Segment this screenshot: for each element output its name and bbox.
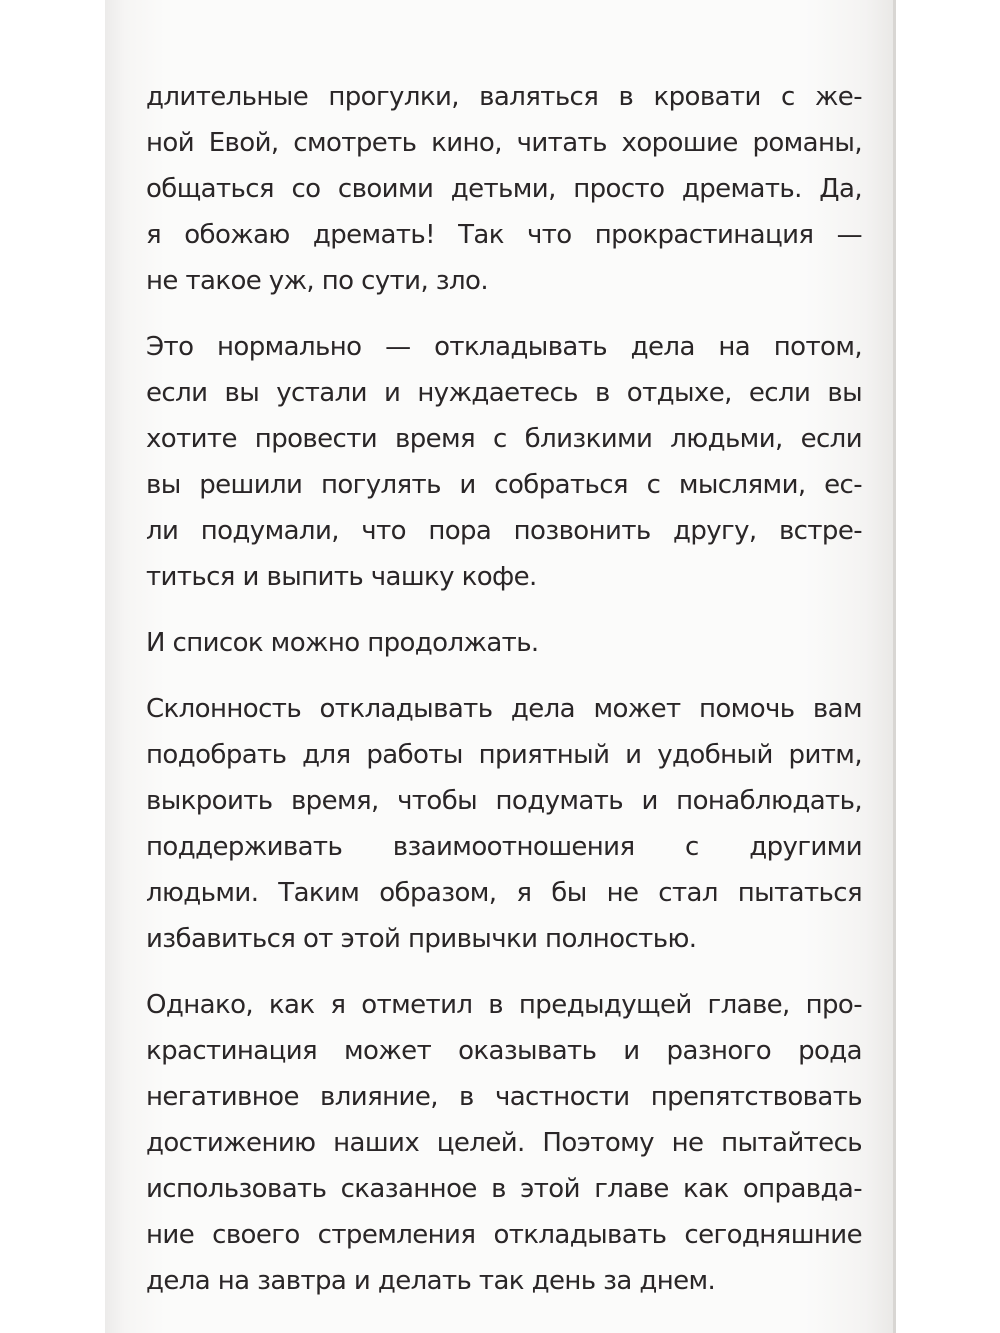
text-line: крастинация может оказывать и разного рода (146, 1036, 862, 1066)
text-line: вы решили погулять и собраться с мыслями, ес- (146, 470, 862, 500)
text-line: достижению наших целей. Поэтому не пытайтесь (146, 1128, 862, 1158)
text-line: И список можно продолжать. (146, 628, 539, 658)
text-line: если вы устали и нуждаетесь в отдыхе, если вы (146, 378, 862, 408)
text-line: не такое уж, по сути, зло. (146, 266, 488, 296)
text-line: титься и выпить чашку кофе. (146, 562, 537, 592)
page-edge (893, 0, 896, 1333)
paragraph-1 (146, 74, 862, 304)
text-line: я обожаю дремать! Так что прокрастинация — (146, 220, 862, 250)
text-line: общаться со своими детьми, просто дремать. Да, (146, 174, 862, 204)
paragraph-3 (146, 620, 862, 666)
text-line: использовать сказанное в этой главе как оправда- (146, 1174, 862, 1204)
paragraph-4 (146, 686, 862, 962)
text-line: людьми. Таким образом, я бы не стал пытаться (146, 878, 862, 908)
text-line: выкроить время, чтобы подумать и понаблюдать, (146, 786, 862, 816)
text-line: хотите провести время с близкими людьми, если (146, 424, 862, 454)
text-line: Склонность откладывать дела может помочь вам (146, 694, 862, 724)
text-line: Это нормально — откладывать дела на потом, (146, 332, 862, 362)
text-line: поддерживать взаимоотношения с другими (146, 832, 862, 862)
text-line: дела на завтра и делать так день за днем. (146, 1266, 716, 1296)
text-line: ной Евой, смотреть кино, читать хорошие романы, (146, 128, 862, 158)
paragraph-5 (146, 982, 862, 1304)
text-line: негативное влияние, в частности препятствовать (146, 1082, 862, 1112)
text-line: ние своего стремления откладывать сегодняшние (146, 1220, 862, 1250)
paragraph-2 (146, 324, 862, 600)
text-line: избавиться от этой привычки полностью. (146, 924, 697, 954)
body-text (146, 74, 862, 1324)
text-line: ли подумали, что пора позвонить другу, встре- (146, 516, 862, 546)
text-line: длительные прогулки, валяться в кровати с же- (146, 82, 862, 112)
text-line: подобрать для работы приятный и удобный ритм, (146, 740, 862, 770)
text-line: Однако, как я отметил в предыдущей главе, про- (146, 990, 862, 1020)
